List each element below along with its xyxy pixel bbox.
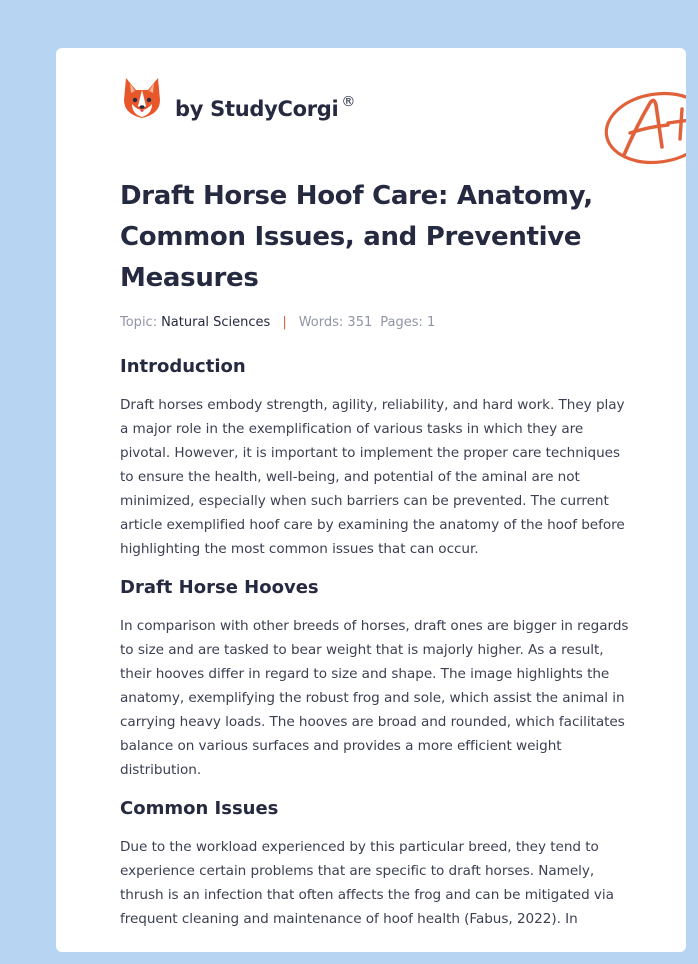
section-heading: Draft Horse Hooves xyxy=(120,577,319,598)
topic-label: Topic: xyxy=(120,315,158,330)
header xyxy=(120,76,640,156)
word-count: Words: 351 xyxy=(298,315,373,330)
meta-line xyxy=(120,315,630,330)
meta-separator: | xyxy=(282,315,287,330)
article xyxy=(120,176,630,931)
topic-value[interactable]: Natural Sciences xyxy=(161,315,271,330)
brand-name[interactable] xyxy=(175,94,355,121)
section-heading: Common Issues xyxy=(120,798,279,819)
section-heading: Introduction xyxy=(120,356,246,377)
document-page xyxy=(56,48,686,952)
section-body: In comparison with other breeds of horses, draft ones are bigger in regards to size and are tasked to bear weight that is majorly higher. As a result, their hooves differ in regard to size and shape. The image highlights the anatomy, exemplifying the robust frog and sole, which assist the animal in carrying heavy loads. The hooves are broad and rounded, which facilitates balance on various surfaces and provides a more efficient weight distribution. xyxy=(120,618,629,778)
page-count: Pages: 1 xyxy=(380,315,436,330)
brand-name-text: by StudyCorgi xyxy=(175,97,339,121)
registered-mark: ® xyxy=(341,94,356,110)
section-body: Draft horses embody strength, agility, reliability, and hard work. They play a major role in the exemplification of various tasks in which they are pivotal. However, it is important to implement the proper care techniques to ensure the health, well-being, and potential of the aminal are not minimized, especially when such barriers can be prevented. The current article exemplified hoof care by examining the anatomy of the hoof before highlighting the most common issues that can occur. xyxy=(120,397,625,557)
section-draft-horse-hooves xyxy=(120,576,630,782)
a-plus-grade-icon xyxy=(602,87,686,169)
section-common-issues xyxy=(120,797,630,931)
page-title: Draft Horse Hoof Care: Anatomy, Common Issues, and Preventive Measures xyxy=(120,181,593,293)
section-introduction xyxy=(120,355,630,561)
corgi-logo-icon[interactable] xyxy=(122,76,162,120)
section-body: Due to the workload experienced by this particular breed, they tend to experience certain problems that are specific to draft horses. Namely, thrush is an infection that often affects the frog and can be mitigated via frequent cleaning and maintenance of hoof health (Fabus, 2022). In xyxy=(120,839,614,927)
